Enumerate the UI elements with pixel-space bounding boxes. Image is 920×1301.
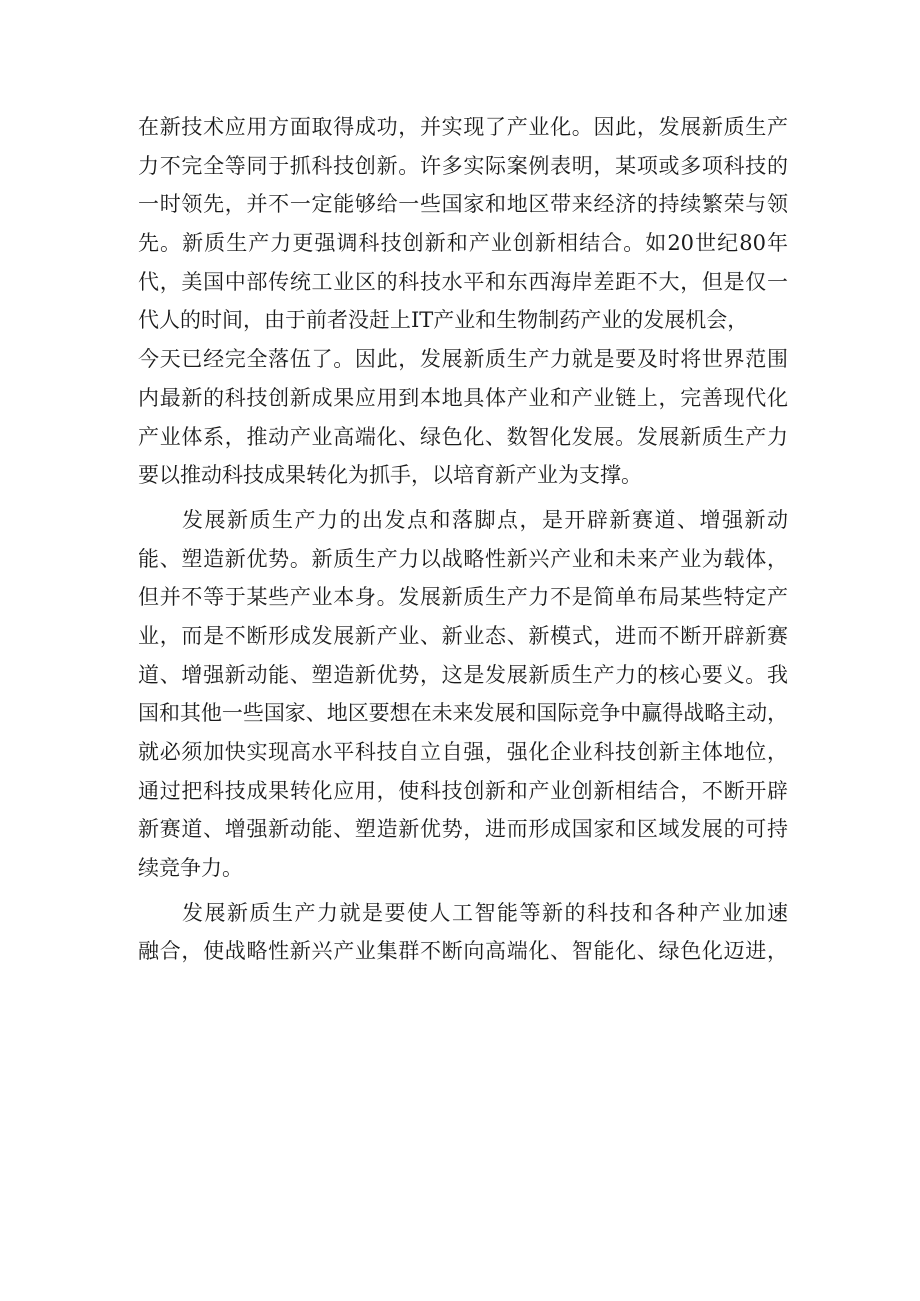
text-line: 通过把科技成果转化应用，使科技创新和产业创新相结合，不断开辟 bbox=[138, 778, 788, 803]
text-line: 发展新质生产力就是要使人工智能等新的科技和各种产业加速 bbox=[182, 900, 788, 925]
paragraph-1 bbox=[138, 108, 788, 495]
text-line: 新赛道、增强新动能、塑造新优势，进而形成国家和区域发展的可持 bbox=[138, 817, 788, 842]
text-line: 但并不等于某些产业本身。发展新质生产力不是简单布局某些特定产 bbox=[138, 585, 788, 610]
text-line: 发展新质生产力的出发点和落脚点，是开辟新赛道、增强新动 bbox=[182, 507, 788, 532]
text-line: 能、塑造新优势。新质生产力以战略性新兴产业和未来产业为载体， bbox=[138, 546, 788, 571]
text-line: 在新技术应用方面取得成功，并实现了产业化。因此，发展新质生产 bbox=[138, 115, 788, 139]
text-line: 续竞争力。 bbox=[138, 856, 243, 881]
text-line: 代人的时间，由于前者没赶上IT产业和生物制药产业的发展机会， bbox=[138, 308, 749, 333]
text-line: 力不完全等同于抓科技创新。许多实际案例表明，某项或多项科技的 bbox=[138, 153, 788, 178]
paragraph-2 bbox=[138, 501, 788, 888]
text-line: 国和其他一些国家、地区要想在未来发展和国际竞争中赢得战略主动， bbox=[138, 701, 789, 726]
text-line: 代，美国中部传统工业区的科技水平和东西海岸差距不大，但是仅一 bbox=[138, 269, 788, 294]
text-line: 先。新质生产力更强调科技创新和产业创新相结合。如20世纪80年 bbox=[138, 231, 788, 256]
text-line: 要以推动科技成果转化为抓手，以培育新产业为支撑。 bbox=[138, 463, 642, 488]
text-line: 今天已经完全落伍了。因此，发展新质生产力就是要及时将世界范围 bbox=[138, 347, 788, 372]
document-body bbox=[138, 108, 788, 971]
text-line: 融合，使战略性新兴产业集群不断向高端化、智能化、绿色化迈进， bbox=[138, 939, 788, 964]
text-line: 内最新的科技创新成果应用到本地具体产业和产业链上，完善现代化 bbox=[138, 385, 788, 410]
text-line: 道、增强新动能、塑造新优势，这是发展新质生产力的核心要义。我 bbox=[138, 662, 788, 687]
text-line: 一时领先，并不一定能够给一些国家和地区带来经济的持续繁荣与领 bbox=[138, 192, 788, 217]
text-line: 就必须加快实现高水平科技自立自强，强化企业科技创新主体地位， bbox=[138, 740, 788, 764]
text-line: 产业体系，推动产业高端化、绿色化、数智化发展。发展新质生产力 bbox=[138, 424, 788, 449]
text-line: 业，而是不断形成发展新产业、新业态、新模式，进而不断开辟新赛 bbox=[138, 623, 788, 648]
paragraph-3 bbox=[138, 894, 788, 971]
